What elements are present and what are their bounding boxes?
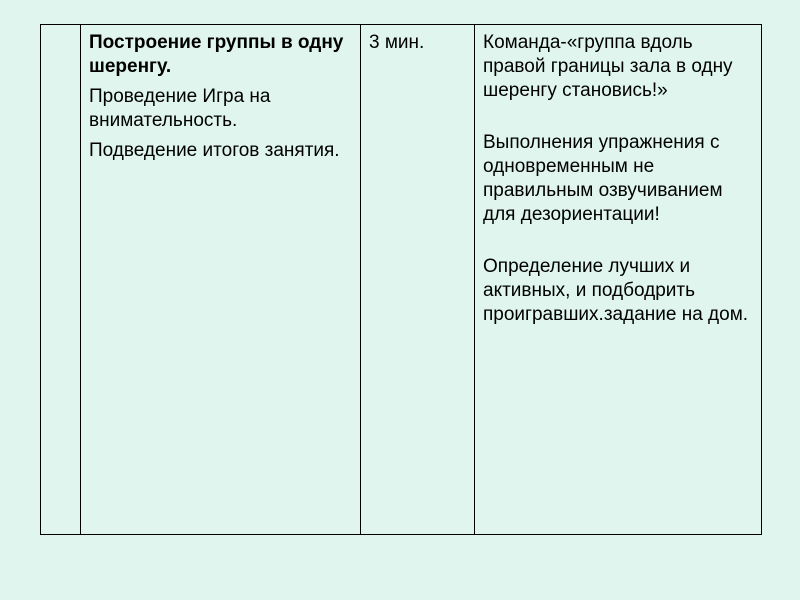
lesson-plan-table — [40, 24, 762, 535]
content-item: Подведение итогов занятия. — [89, 140, 340, 161]
duration-cell — [361, 25, 475, 535]
instruction-paragraph: Выполнения упражнения с одновременным не правильным озвучиванием для дезориентации! — [483, 132, 723, 225]
index-cell — [41, 25, 81, 535]
section-heading: Построение группы в одну шеренгу. — [89, 32, 344, 77]
instructions-cell — [475, 25, 762, 535]
content-item: Проведение Игра на внимательность. — [89, 86, 271, 131]
instruction-paragraph: Определение лучших и активных, и подбодрить проигравших.задание на дом. — [483, 256, 749, 325]
content-cell — [81, 25, 361, 535]
table-row — [41, 25, 762, 535]
duration-text: 3 мин. — [369, 32, 425, 53]
instruction-paragraph: Команда-«группа вдоль правой границы зала в одну шеренгу становись!» — [483, 32, 733, 101]
